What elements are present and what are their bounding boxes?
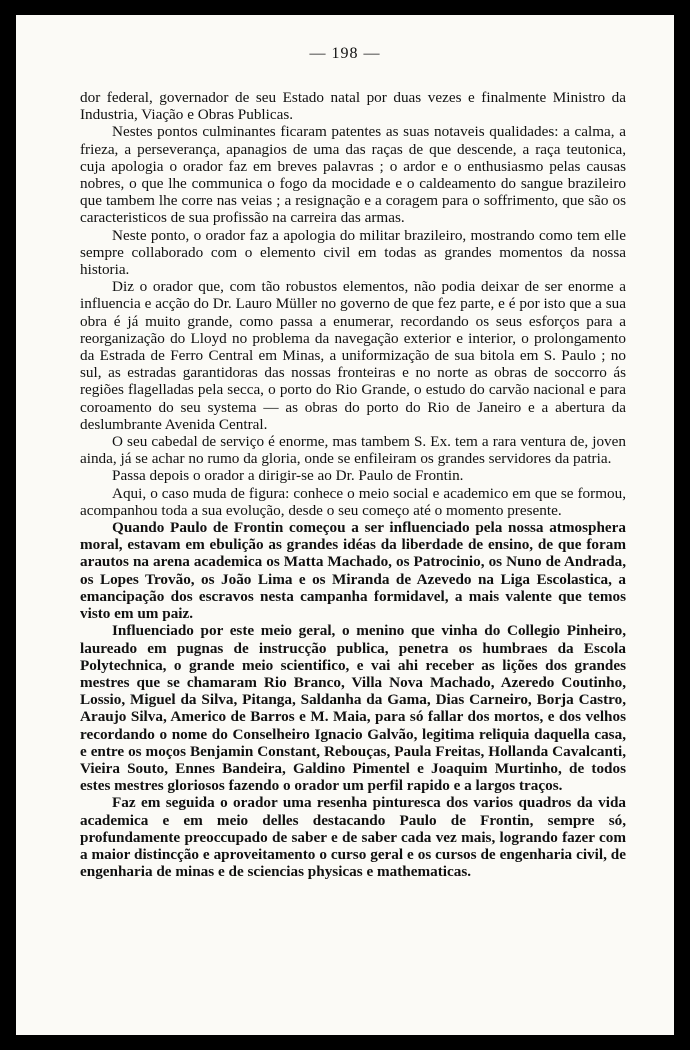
- paragraph: Influenciado por este meio geral, o menino que vinha do Collegio Pinheiro, laureado em pugnas de instrucção publica, penetra os humbraes da Escola Polytechnica, o grande meio scientifico, e vai ahi receber as lições dos grandes mestres que se chamaram Rio Branco, Villa Nova Machado, Azeredo Coutinho, Lossio, Miguel da Silva, Pitanga, Saldanha da Gama, Dias Carneiro, Borja Castro, Araujo Silva, Americo de Barros e M. Maia, para só fallar dos mortos, e dos velhos recordando o nome do Conselheiro Ignacio Galvão, legitima reliquia daquella casa, e entre os moços Benjamin Constant, Rebouças, Paula Freitas, Hollanda Cavalcanti, Vieira Souto, Ennes Bandeira, Galdino Pimentel e Joaquim Murtinho, de todos estes mestres gloriosos fazendo o orador um perfil rapido e a largos traços.: [80, 622, 626, 795]
- paragraph: Neste ponto, o orador faz a apologia do militar brazileiro, mostrando como tem elle sempre collaborado com o elemento civil em todas as grandes momentos da nossa historia.: [80, 226, 626, 279]
- paragraph: Diz o orador que, com tão robustos elementos, não podia deixar de ser enorme a influencia e acção do Dr. Lauro Müller no governo de que fez parte, e é por isto que a sua obra é já muito grande, como passa a enumerar, recordando os seus esforços para a reorganização do Lloyd no problema da navegação exterior e interior, o prolongamento da Estrada de Ferro Central em Minas, a uniformização de sua bitola em S. Paulo ; no sul, as estradas garantidoras das nossas fronteiras e no norte as obras de soccorro ás regiões flagelladas pela secca, o porto do Rio Grande, o estudo do carvão nacional e para coroamento do seu systema — as obras do porto do Rio de Janeiro e a abertura da deslumbrante Avenida Central.: [80, 278, 626, 433]
- page-number: — 198 —: [309, 45, 381, 62]
- paragraph: Nestes pontos culminantes ficaram patentes as suas notaveis qualidades: a calma, a frieza, a perseverança, apanagios de uma das raças de que descende, a raça teutonica, cuja apologia o orador faz em breves palavras ; o ardor e o enthusiasmo pelas causas nobres, o que lhe communica o fogo da mocidade e o caldeamento do sangue brazileiro que tambem lhe corre nas veias ; a resignação e a coragem para o soffrimento, que são os caracteristicos de sua profissão na carreira das armas.: [80, 123, 626, 227]
- paragraph: Aqui, o caso muda de figura: conhece o meio social e academico em que se formou, acompanhou toda a sua evolução, desde o seu começo até o momento presente.: [80, 484, 626, 519]
- document-page: [16, 15, 674, 1035]
- paragraph: Passa depois o orador a dirigir-se ao Dr. Paulo de Frontin.: [112, 467, 464, 485]
- paragraph: dor federal, governador de seu Estado natal por duas vezes e finalmente Ministro da Industria, Viação e Obras Publicas.: [80, 89, 626, 124]
- paragraph: Quando Paulo de Frontin começou a ser influenciado pela nossa atmosphera moral, estavam em ebulição as grandes idéas da liberdade de ensino, de que foram arautos na arena academica os Matta Machado, os Patrocinio, os Nuno de Andrada, os Lopes Trovão, os João Lima e os Miranda de Azevedo na Liga Escolastica, a emancipação dos escravos nesta campanha formidavel, a mais valente que temos visto em um paiz.: [80, 519, 626, 623]
- paragraph: O seu cabedal de serviço é enorme, mas tambem S. Ex. tem a rara ventura de, joven ainda, já se achar no rumo da gloria, onde se enfileiram os grandes servidores da patria.: [80, 433, 626, 468]
- body-text: [80, 89, 626, 880]
- paragraph: Faz em seguida o orador uma resenha pinturesca dos varios quadros da vida academica e em meio delles destacando Paulo de Frontin, sempre só, profundamente preoccupado de saber e de saber cada vez mais, logrando fazer com a maior distincção e aproveitamento o curso geral e os cursos de engenharia civil, de engenharia de minas e de sciencias physicas e mathematicas.: [80, 794, 626, 881]
